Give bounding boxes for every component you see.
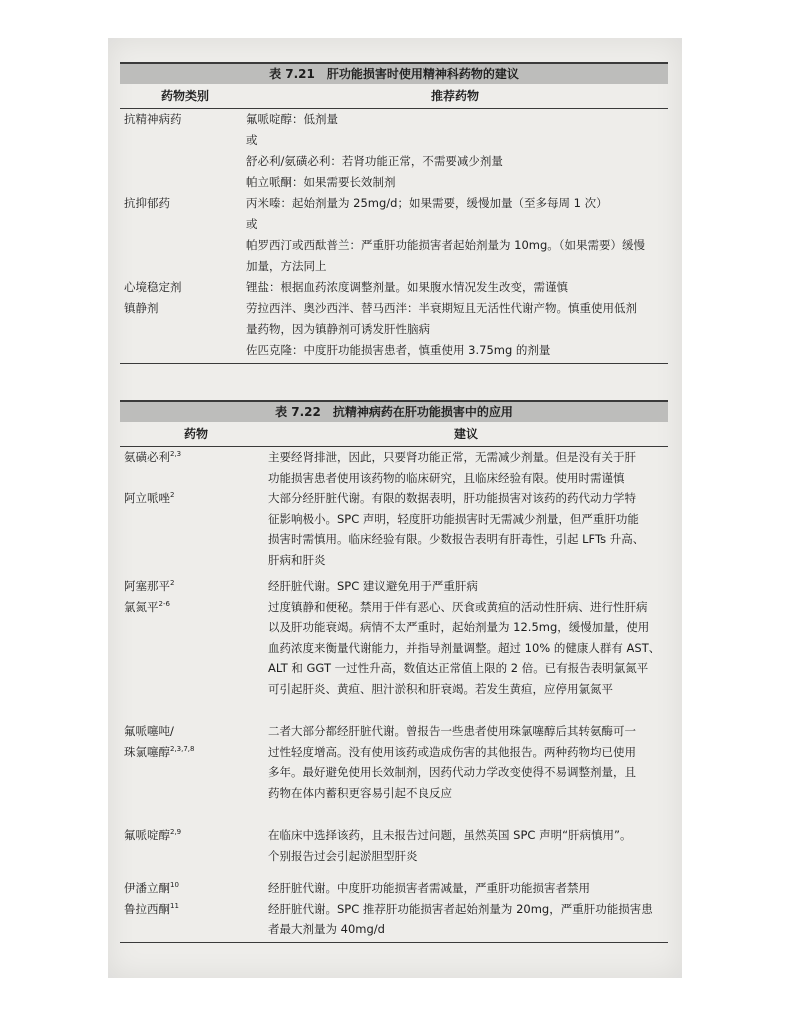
row-text: 在临床中选择该药，且未报告过问题，虽然英国 SPC 声明“肝病慎用”。 xyxy=(268,828,632,842)
row-text: 过性轻度增高。没有使用该药或造成伤害的其他报告。两种药物均已使用 xyxy=(268,744,636,759)
header-recommended: 推荐药物 xyxy=(430,89,479,103)
row-text: 丙米嗪：起始剂量为 25mg/d；如果需要，缓慢加量（至多每周 1 次） xyxy=(246,196,608,210)
table-caption xyxy=(120,400,668,422)
row-text: 帕罗西汀或西酞普兰：严重肝功能损害者起始剂量为 10mg。（如果需要）缓慢 xyxy=(246,238,646,252)
row-text: 损害时需慎用。临床经验有限。少数报告表明有肝毒性，引起 LFTs 升高、 xyxy=(268,532,645,546)
row-text: 药物在体内蓄积更容易引起不良反应 xyxy=(268,785,452,800)
table-row xyxy=(120,576,668,597)
row-text: 佐匹克隆：中度肝功能损害患者，慎重使用 3.75mg 的剂量 xyxy=(246,343,551,357)
table-7-22 xyxy=(120,400,668,943)
table-bottom-rule xyxy=(120,942,668,943)
header-category: 药物类别 xyxy=(160,89,209,103)
row-text: ALT 和 GGT 一过性升高，数值达正常值上限的 2 倍。已有报告表明氯氮平 xyxy=(268,661,649,675)
drug-name: 鲁拉西酮$^{11}$ xyxy=(124,901,179,916)
row-text: 主要经肾排泄，因此，只要肾功能正常，无需减少剂量。但是没有关于肝 xyxy=(268,450,636,464)
drug-name: 伊潘立酮$^{10}$ xyxy=(124,881,179,895)
header-drug: 药物 xyxy=(183,427,208,441)
drug-name: 氯氮平$^{2-6}$ xyxy=(124,599,170,614)
drug-name: 阿塞那平$^2$ xyxy=(124,579,175,593)
drug-name: 氨磺必利$^{2,3}$ xyxy=(124,450,182,464)
table-number: 表 7.22 xyxy=(275,405,321,419)
row-category: 抗抑郁药 xyxy=(124,196,170,210)
row-text: 血药浓度来衡量代谢能力，并指导剂量调整。超过 10% 的健康人群有 AST、 xyxy=(268,640,661,655)
drug-name: 阿立哌唑$^2$ xyxy=(124,491,175,505)
reference-superscript: 11 xyxy=(170,901,179,910)
table-title: 肝功能损害时使用精神科药物的建议 xyxy=(326,67,519,81)
row-category: 心境稳定剂 xyxy=(124,280,182,294)
row-text: 或 xyxy=(246,217,258,231)
row-text: 功能损害患者使用该药物的临床研究，且临床经验有限。使用时需谨慎 xyxy=(268,470,625,485)
table-7-21 xyxy=(120,62,668,364)
table-title: 抗精神病药在肝功能损害中的应用 xyxy=(332,405,513,419)
row-text: 二者大部分都经肝脏代谢。曾报告一些患者使用珠氯噻醇后其转氨酶可一 xyxy=(268,724,636,738)
reference-superscript: 2 xyxy=(170,579,175,588)
row-category: 抗精神病药 xyxy=(124,112,182,126)
table-caption xyxy=(120,62,668,84)
reference-superscript: 2-6 xyxy=(158,599,170,608)
row-text: 氟哌啶醇：低剂量 xyxy=(246,112,338,126)
reference-superscript: 2 xyxy=(170,491,175,500)
row-category: 镇静剂 xyxy=(124,301,159,315)
row-text: 加量，方法同上 xyxy=(246,259,327,273)
table-row xyxy=(120,109,668,193)
reference-superscript: 10 xyxy=(170,881,179,890)
row-text: 可引起肝炎、黄疸、胆汁淤积和肝衰竭。若发生黄疸，应停用氯氮平 xyxy=(268,681,613,696)
row-text: 经肝脏代谢。中度肝功能损害者需减量，严重肝功能损害者禁用 xyxy=(268,881,590,895)
row-text: 过度镇静和便秘。禁用于伴有恶心、厌食或黄疸的活动性肝病、进行性肝病 xyxy=(268,599,648,614)
reference-superscript: 2,9 xyxy=(170,828,182,837)
row-text: 或 xyxy=(246,133,258,147)
table-row xyxy=(120,597,668,700)
table-row xyxy=(120,899,668,940)
row-text: 量药物，因为镇静剂可诱发肝性脑病 xyxy=(246,322,430,336)
drug-name: 氟哌噻吨/ 珠氯噻醇$^{2,3,7,8}$ xyxy=(124,724,195,759)
table-row xyxy=(120,447,668,488)
table-row xyxy=(120,298,668,361)
row-text: 劳拉西泮、奥沙西泮、替马西泮：半衰期短且无活性代谢产物。慎重使用低剂 xyxy=(246,301,637,315)
table-row xyxy=(120,277,668,298)
row-text: 者最大剂量为 40mg/d xyxy=(268,922,385,936)
table-row xyxy=(120,825,668,866)
table-header xyxy=(120,84,668,109)
row-text: 帕立哌酮：如果需要长效制剂 xyxy=(246,175,396,189)
row-text: 个别报告过会引起淤胆型肝炎 xyxy=(268,848,418,863)
drug-name: 氟哌啶醇$^{2,9}$ xyxy=(124,828,182,842)
header-advice: 建议 xyxy=(453,427,478,441)
reference-superscript: 2,3,7,8 xyxy=(170,744,195,753)
table-header xyxy=(120,422,668,447)
table-row xyxy=(120,193,668,277)
book-page xyxy=(108,38,682,978)
table-row xyxy=(120,878,668,899)
table-row xyxy=(120,721,668,803)
row-text: 征影响极小。SPC 声明，轻度肝功能损害时无需减少剂量，但严重肝功能 xyxy=(268,511,639,526)
row-text: 舒必利/氨磺必利：若肾功能正常，不需要减少剂量 xyxy=(246,154,503,168)
row-text: 以及肝功能衰竭。病情不太严重时，起始剂量为 12.5mg，缓慢加量，使用 xyxy=(268,620,650,634)
row-text: 锂盐：根据血药浓度调整剂量。如果腹水情况发生改变，需谨慎 xyxy=(246,280,568,294)
row-text: 经肝脏代谢。SPC 建议避免用于严重肝病 xyxy=(268,579,478,593)
row-text: 经肝脏代谢。SPC 推荐肝功能损害者起始剂量为 20mg，严重肝功能损害患 xyxy=(268,901,653,916)
reference-superscript: 2,3 xyxy=(170,450,182,459)
table-row xyxy=(120,488,668,570)
table-bottom-rule xyxy=(120,363,668,364)
row-text: 多年。最好避免使用长效制剂，因药代动力学改变使得不易调整剂量，且 xyxy=(268,765,636,779)
row-text: 大部分经肝脏代谢。有限的数据表明，肝功能损害对该药的药代动力学特 xyxy=(268,491,636,505)
table-number: 表 7.21 xyxy=(269,67,315,81)
row-text: 肝病和肝炎 xyxy=(268,552,326,567)
